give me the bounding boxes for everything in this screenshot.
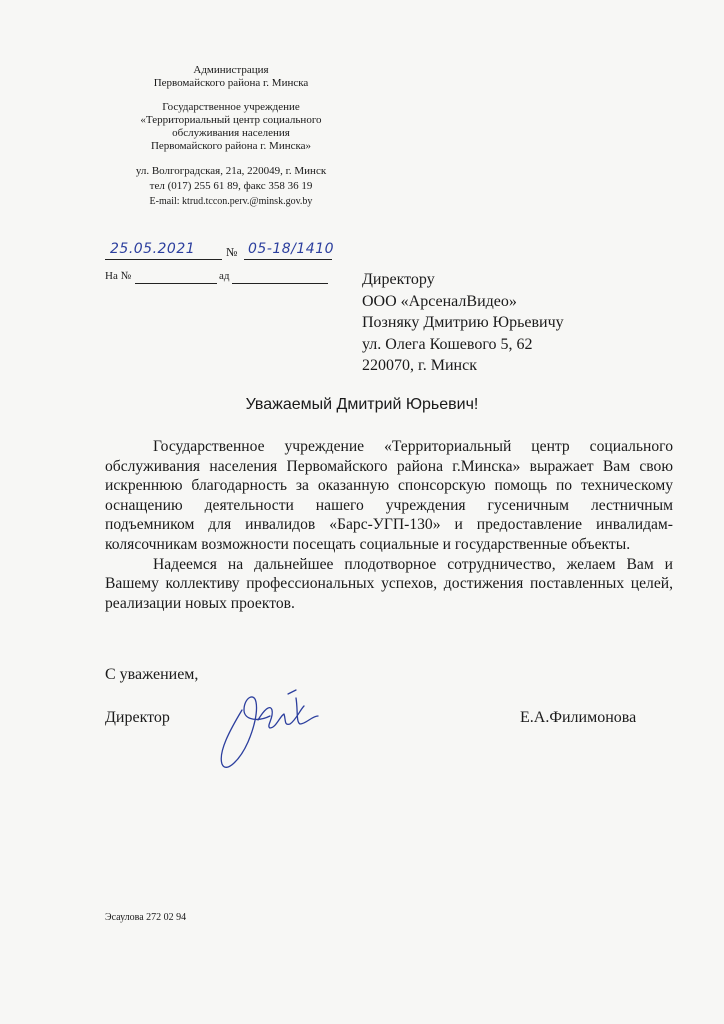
signatory-name: Е.А.Филимонова (520, 709, 637, 726)
registration-number: 05-18/1410 (248, 241, 335, 257)
recipient-position: Директору (362, 271, 435, 288)
registration-date: 25.05.2021 (110, 241, 196, 257)
letterhead-email: E-mail: ktrud.tccon.perv.@minsk.gov.by (149, 196, 313, 207)
recipient-name: Позняку Дмитрию Юрьевичу (362, 314, 564, 331)
letterhead-admin: Администрация (193, 64, 269, 76)
date-underline (105, 259, 222, 260)
recipient-street: ул. Олега Кошевого 5, 62 (362, 335, 533, 353)
recipient-city: 220070, г. Минск (362, 357, 477, 374)
letterhead-district: Первомайского района г. Минска (153, 77, 309, 89)
salutation: Уважаемый Дмитрий Юрьевич! (245, 396, 479, 413)
recipient-company: ООО «АрсеналВидео» (362, 292, 517, 310)
number-underline (244, 259, 332, 260)
body-paragraph-gratitude: Государственное учреждение «Территориальный центр социального обслуживания населения Первомайского района г.Минска» выражает Вам свою искреннюю благодарность за оказанную спонсорскую помощь по техническому оснащению деятельности нашего учреждения гусеничным лестничным подъемником для инвалидов «Барс-УГП-130» и предоставление инвалидам-колясочникам возможности посещать социальные и государственные объекты. (105, 438, 673, 553)
letter-body (105, 437, 673, 613)
letterhead (100, 64, 362, 209)
letterhead-institution-name-1: «Территориальный центр социального (140, 114, 322, 126)
on-number-underline (135, 283, 217, 284)
body-paragraph-wishes: Надеемся на дальнейшее плодотворное сотрудничество, желаем Вам и Вашему коллективу профессиональных успехов, достижения поставленных целей, реализации новых проектов. (105, 555, 673, 612)
registration-number-label: № (226, 245, 238, 259)
signatory-title: Директор (105, 709, 170, 726)
executor-note: Эсаулова 272 02 94 (105, 912, 187, 923)
on-number-label: На № (105, 270, 132, 282)
letterhead-institution-name-3: Первомайского района г. Минска» (150, 140, 312, 152)
recipient-block (362, 269, 564, 377)
from-label: ад (219, 270, 230, 282)
closing: С уважением, (105, 666, 199, 683)
letterhead-phone: тел (017) 255 61 89, факс 358 36 19 (149, 180, 313, 192)
letterhead-address: ул. Волгоградская, 21а, 220049, г. Минск (135, 165, 327, 177)
letterhead-institution-name-2: обслуживания населения (172, 127, 290, 139)
letterhead-institution-type: Государственное учреждение (162, 101, 300, 113)
from-underline (232, 283, 328, 284)
handwritten-signature (200, 680, 340, 780)
